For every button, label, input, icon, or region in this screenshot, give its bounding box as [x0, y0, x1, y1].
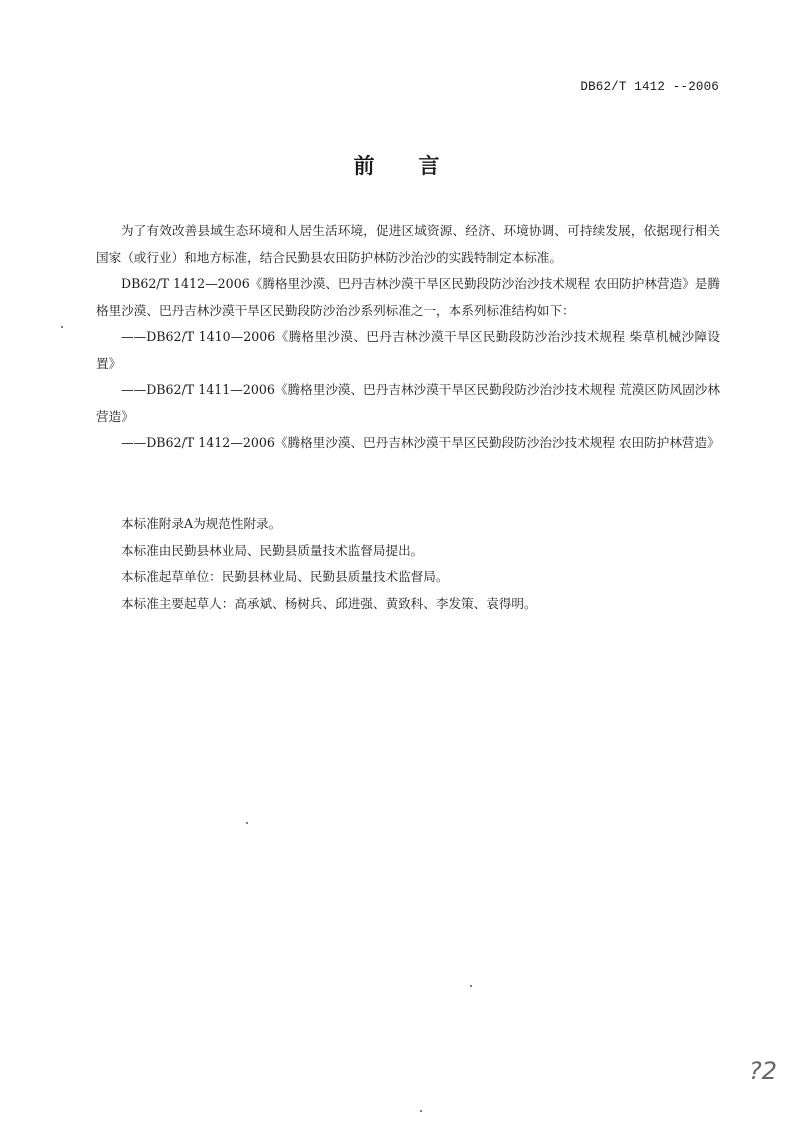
scan-speck: [246, 822, 248, 824]
note-proposer: 本标准由民勤县林业局、民勤县质量技术监督局提出。: [121, 542, 424, 558]
note-appendix: 本标准附录A为规范性附录。: [121, 516, 282, 531]
scan-speck: [470, 985, 472, 987]
scan-speck: [420, 1110, 422, 1112]
list-item-standard-1411: ——DB62/T 1411—2006《腾格里沙漠、巴丹吉林沙漠干旱区民勤段防沙治沙技术规程 荒漠区防风固沙林营造》: [96, 382, 720, 424]
list-item-standard-1412: ——DB62/T 1412—2006《腾格里沙漠、巴丹吉林沙漠干旱区民勤段防沙治沙技术规程 农田防护林营造》: [121, 435, 720, 450]
note-drafting-unit: 本标准起草单位：民勤县林业局、民勤县质量技术监督局。: [121, 569, 449, 584]
foreword-body: [96, 218, 720, 457]
page-title: 前言: [353, 154, 484, 178]
paragraph-purpose: 为了有效改善县域生态环境和人居生活环境，促进区域资源、经济、环境协调、可持续发展，依据现行相关国家（或行业）和地方标准，结合民勤县农田防护林防沙治沙的实践特制定本标准。: [96, 223, 720, 265]
page-mark: ?2: [748, 1057, 777, 1085]
scan-speck: [61, 326, 63, 328]
list-item-standard-1410: ——DB62/T 1410—2006《腾格里沙漠、巴丹吉林沙漠干旱区民勤段防沙治沙技术规程 柴草机械沙障设置》: [96, 329, 720, 371]
paragraph-series-intro: DB62/T 1412—2006《腾格里沙漠、巴丹吉林沙漠干旱区民勤段防沙治沙技术规程 农田防护林营造》是腾格里沙漠、巴丹吉林沙漠干旱区民勤段防沙治沙系列标准之一，本系列标准结构如下：: [96, 276, 720, 318]
foreword-notes: [96, 511, 720, 617]
standard-code: DB62/T 1412 --2006: [580, 80, 719, 94]
note-drafters: 本标准主要起草人：高承斌、杨树兵、邱进强、黄致科、李发策、袁得明。: [121, 595, 537, 611]
